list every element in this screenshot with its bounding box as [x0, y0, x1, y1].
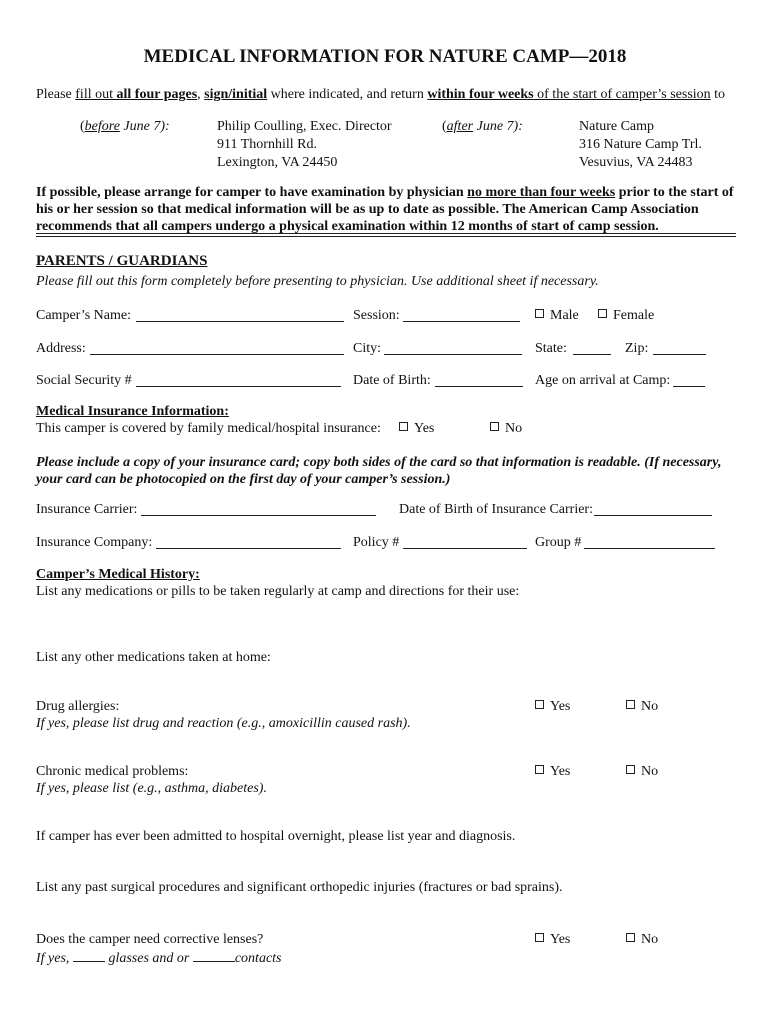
campers-name-label: Camper’s Name: [36, 308, 131, 323]
contacts-field[interactable] [193, 949, 235, 962]
lenses-yes-checkbox[interactable] [535, 933, 544, 942]
other-medications-prompt: List any other medications taken at home: [36, 650, 271, 665]
after-date: June 7): [473, 119, 523, 134]
after-date-label [442, 119, 523, 135]
male-option[interactable] [535, 308, 579, 324]
chronic-problems-note: If yes, please list (e.g., asthma, diabetes). [36, 781, 267, 796]
zip-field[interactable] [653, 342, 706, 355]
divider [36, 236, 736, 237]
group-label: Group # [535, 535, 582, 550]
lenses-no-checkbox[interactable] [626, 933, 635, 942]
chronic-yes-checkbox[interactable] [535, 765, 544, 774]
address-line: Lexington, VA 24450 [217, 155, 338, 170]
intro-part: Please [36, 87, 76, 102]
intro-part: where indicated, and return [267, 87, 428, 102]
policy-field[interactable] [403, 536, 527, 549]
intro-text [36, 87, 725, 103]
note-text: glasses and or [104, 951, 193, 966]
chronic-no-checkbox[interactable] [626, 765, 635, 774]
intro-part: of the start of camper’s session [533, 87, 711, 102]
notice-emphasis: no more than four weeks [467, 185, 616, 200]
intro-part: fill out [75, 87, 117, 102]
address-label: Address: [36, 341, 86, 356]
policy-label: Policy # [353, 535, 400, 550]
insurance-yes-option[interactable] [399, 421, 434, 437]
intro-emphasis: all four pages [116, 87, 198, 102]
male-label: Male [550, 308, 579, 323]
lenses-yes-option[interactable] [535, 932, 570, 948]
note-line: your card can be photocopied on the first day of your camper’s session.) [36, 472, 451, 487]
session-field[interactable] [403, 309, 520, 322]
chronic-yes-option[interactable] [535, 764, 570, 780]
note-text: contacts [234, 951, 282, 966]
insurance-carrier-label: Insurance Carrier: [36, 502, 138, 517]
session-label: Session: [353, 308, 400, 323]
no-label: No [641, 764, 659, 779]
male-checkbox[interactable] [535, 309, 544, 318]
corrective-lenses-question: Does the camper need corrective lenses? [36, 932, 264, 947]
before-date: June 7): [119, 119, 170, 134]
intro-emphasis: sign/initial [204, 87, 268, 102]
surgical-procedures-prompt: List any past surgical procedures and significant orthopedic injuries (fractures or bad sprains). [36, 880, 563, 895]
insurance-carrier-field[interactable] [141, 503, 376, 516]
address-field[interactable] [90, 342, 344, 355]
note-line: Please include a copy of your insurance card; copy both sides of the card so that information is readable. (If necessary, [36, 455, 722, 470]
dob-label: Date of Birth: [353, 373, 431, 388]
parents-instruction: Please fill out this form completely before presenting to physician. Use additional sheet if necessary. [36, 274, 599, 289]
ssn-label: Social Security # [36, 373, 132, 388]
dob-field[interactable] [435, 374, 523, 387]
intro-part: to [710, 87, 726, 102]
before-date-label [80, 119, 170, 135]
carrier-dob-label: Date of Birth of Insurance Carrier: [399, 502, 593, 517]
insurance-card-note [36, 454, 721, 488]
yes-label: Yes [550, 932, 571, 947]
before-word: before [84, 119, 120, 134]
age-field[interactable] [673, 374, 705, 387]
intro-emphasis: within four weeks [427, 87, 534, 102]
physical-exam-notice [36, 184, 734, 235]
insurance-no-checkbox[interactable] [490, 422, 499, 431]
female-option[interactable] [598, 308, 654, 324]
drug-allergies-no-option[interactable] [626, 699, 658, 715]
regular-medications-prompt: List any medications or pills to be taken regularly at camp and directions for their use: [36, 584, 520, 599]
insurance-heading: Medical Insurance Information: [36, 404, 229, 419]
no-label: No [505, 421, 523, 436]
insurance-covered-question: This camper is covered by family medical/hospital insurance: [36, 421, 381, 436]
notice-text: recommends that all campers undergo a physical examination within 12 months of start of camp session. [36, 219, 659, 234]
drug-allergies-no-checkbox[interactable] [626, 700, 635, 709]
divider [36, 233, 736, 234]
paren: ( [80, 119, 85, 134]
after-word: after [446, 119, 474, 134]
address-line: Philip Coulling, Exec. Director [217, 119, 392, 134]
address-line: Vesuvius, VA 24483 [579, 155, 693, 170]
zip-label: Zip: [625, 341, 649, 356]
note-text: If yes, [36, 951, 73, 966]
state-field[interactable] [573, 342, 611, 355]
drug-allergies-note: If yes, please list drug and reaction (e.g., amoxicillin caused rash). [36, 716, 411, 731]
parents-heading: PARENTS / GUARDIANS [36, 253, 208, 269]
female-label: Female [613, 308, 655, 323]
no-label: No [641, 932, 659, 947]
no-label: No [641, 699, 659, 714]
chronic-no-option[interactable] [626, 764, 658, 780]
hospital-admission-prompt: If camper has ever been admitted to hospital overnight, please list year and diagnosis. [36, 829, 516, 844]
yes-label: Yes [550, 699, 571, 714]
paren: ( [442, 119, 447, 134]
insurance-company-field[interactable] [156, 536, 341, 549]
address-line: 316 Nature Camp Trl. [579, 137, 702, 152]
notice-text: If possible, please arrange for camper to have examination by physician [36, 185, 468, 200]
notice-text: his or her session so that medical information will be as up to date as possible. The American Camp Association [36, 202, 699, 217]
city-field[interactable] [384, 342, 522, 355]
drug-allergies-label: Drug allergies: [36, 699, 120, 714]
carrier-dob-field[interactable] [594, 503, 712, 516]
campers-name-field[interactable] [136, 309, 344, 322]
page-title: MEDICAL INFORMATION FOR NATURE CAMP—2018 [143, 46, 627, 67]
before-address [217, 118, 392, 172]
intro-part: , [197, 87, 205, 102]
age-label: Age on arrival at Camp: [535, 373, 671, 388]
city-label: City: [353, 341, 382, 356]
drug-allergies-yes-option[interactable] [535, 699, 570, 715]
ssn-field[interactable] [136, 374, 341, 387]
lenses-no-option[interactable] [626, 932, 658, 948]
insurance-company-label: Insurance Company: [36, 535, 153, 550]
chronic-problems-label: Chronic medical problems: [36, 764, 189, 779]
notice-text: prior to the start of [615, 185, 734, 200]
address-line: Nature Camp [579, 119, 655, 134]
yes-label: Yes [414, 421, 435, 436]
insurance-yes-checkbox[interactable] [399, 422, 408, 431]
state-label: State: [535, 341, 567, 356]
corrective-lenses-note [36, 949, 282, 967]
glasses-field[interactable] [73, 949, 105, 962]
group-field[interactable] [584, 536, 715, 549]
medical-history-heading: Camper’s Medical History: [36, 567, 200, 582]
yes-label: Yes [550, 764, 571, 779]
after-address [579, 118, 702, 172]
female-checkbox[interactable] [598, 309, 607, 318]
address-line: 911 Thornhill Rd. [217, 137, 317, 152]
insurance-no-option[interactable] [490, 421, 522, 437]
drug-allergies-yes-checkbox[interactable] [535, 700, 544, 709]
